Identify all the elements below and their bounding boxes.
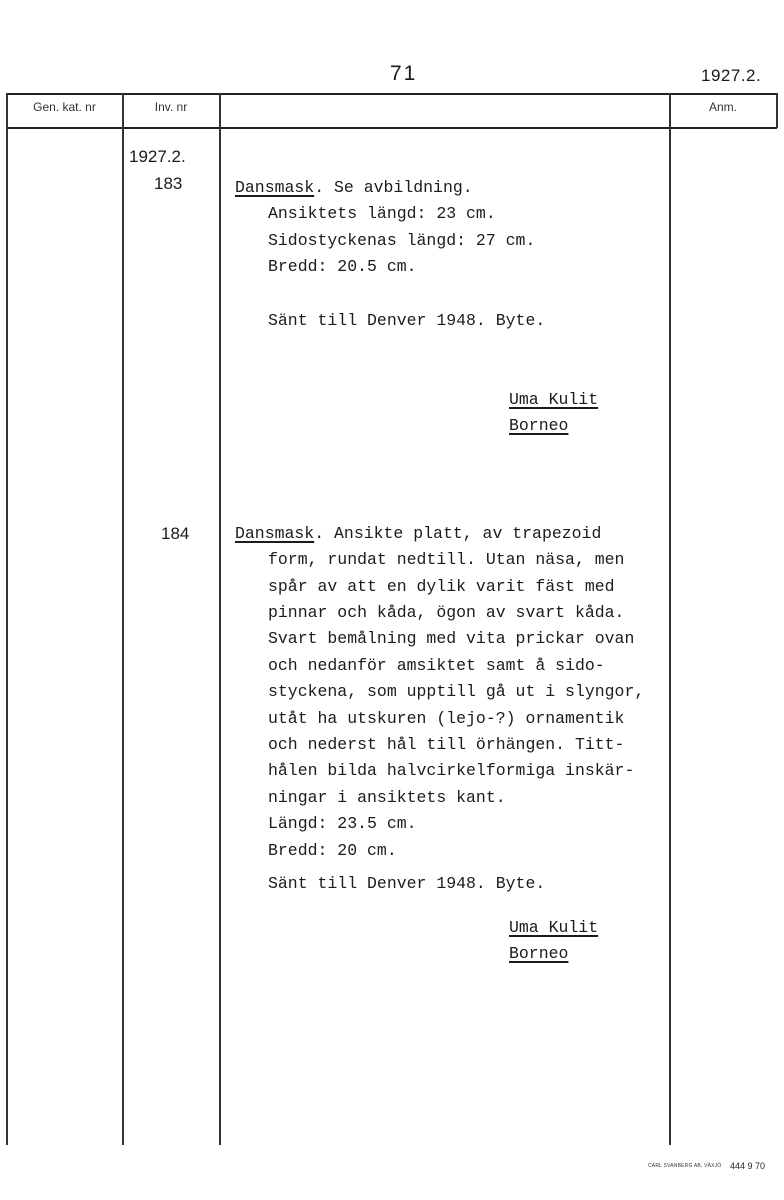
entry-text: pinnar och kåda, ögon av svart kåda. xyxy=(268,603,625,622)
page-number: 71 xyxy=(390,62,418,85)
entry-text: Sidostyckenas längd: 27 cm. xyxy=(268,231,536,250)
entry-text: och nedanför amsiktet samt å sido- xyxy=(268,656,605,675)
entry-text: hålen bilda halvcirkelformiga inskär- xyxy=(268,761,635,780)
column-divider xyxy=(122,93,124,1145)
entry-text: form, rundat nedtill. Utan näsa, men xyxy=(268,550,625,569)
entry-text: Bredd: 20.5 cm. xyxy=(268,257,417,276)
entry-title: Dansmask xyxy=(235,178,315,197)
printer-imprint: CARL SVANBERG AB, VÄXJÖ xyxy=(648,1163,722,1169)
origin-place: Borneo xyxy=(509,944,569,963)
origin-tribe: Uma Kulit xyxy=(509,918,599,937)
entry-text: ningar i ansiktets kant. xyxy=(268,788,506,807)
form-number: 444 9 70 xyxy=(730,1161,766,1171)
inv-number: 184 xyxy=(161,524,190,543)
entry-text: och nederst hål till örhängen. Titt- xyxy=(268,735,625,754)
origin-text xyxy=(509,416,568,435)
entry-text: Bredd: 20 cm. xyxy=(268,841,397,860)
header-gen-kat-nr: Gen. kat. nr xyxy=(33,100,96,114)
column-divider xyxy=(6,93,8,1145)
entry-title-line xyxy=(235,178,473,197)
column-divider xyxy=(219,93,221,1145)
entry-text: utåt ha utskuren (lejo-?) ornamentik xyxy=(268,709,625,728)
origin-text xyxy=(509,944,568,963)
inv-number: 183 xyxy=(154,174,183,193)
header-inv-nr: Inv. nr xyxy=(154,100,188,114)
column-divider xyxy=(776,93,778,128)
page-reference: 1927.2. xyxy=(701,66,762,85)
origin-tribe: Uma Kulit xyxy=(509,390,599,409)
header-anm: Anm. xyxy=(708,100,737,114)
origin-text xyxy=(509,918,598,937)
origin-place: Borneo xyxy=(509,416,569,435)
entry-title-line xyxy=(235,524,601,543)
entry-text: . Se avbildning. xyxy=(314,178,473,197)
entry-text: styckena, som upptill gå ut i slyngor, xyxy=(268,682,645,701)
entry-text: spår av att en dylik varit fäst med xyxy=(268,577,615,596)
entry-text: . Ansikte platt, av trapezoid xyxy=(314,524,602,543)
entry-text: Sänt till Denver 1948. Byte. xyxy=(268,311,546,330)
entry-title: Dansmask xyxy=(235,524,315,543)
column-divider xyxy=(669,93,671,1145)
origin-text xyxy=(509,390,598,409)
entry-text: Längd: 23.5 cm. xyxy=(268,814,417,833)
series-label: 1927.2. xyxy=(129,147,186,166)
entry-text: Sänt till Denver 1948. Byte. xyxy=(268,874,546,893)
entry-text: Ansiktets längd: 23 cm. xyxy=(268,204,496,223)
entry-text: Svart bemålning med vita prickar ovan xyxy=(268,629,635,648)
